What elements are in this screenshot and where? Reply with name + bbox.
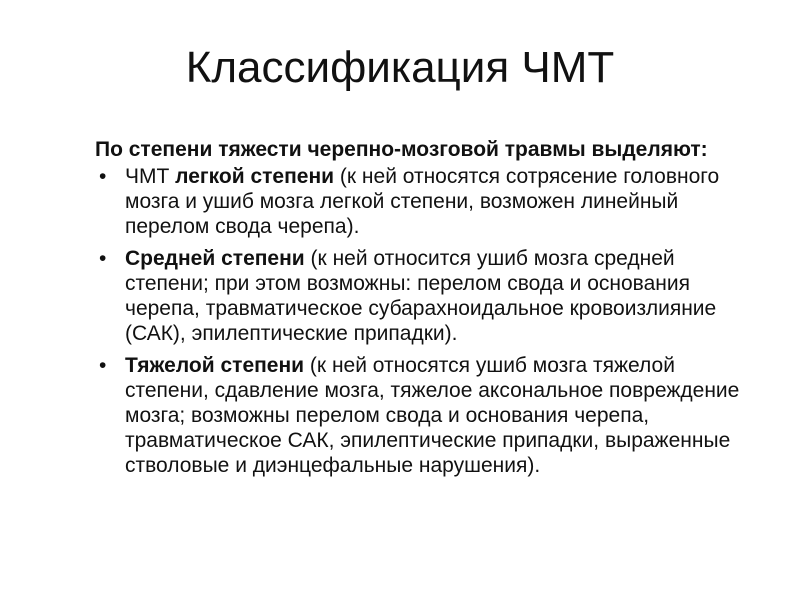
item-text: (к ней относятся сотрясение головного мозга и ушиб мозга легкой степени, возможен линейный перелом свода черепа). (125, 165, 720, 238)
slide-title: Классификация ЧМТ (185, 43, 615, 92)
bullet-icon: • (99, 354, 107, 377)
item-bold-label: легкой степени (175, 165, 335, 188)
item-text: (к ней относятся ушиб мозга тяжелой степени, сдавление мозга, тяжелое аксональное повреждение мозга; возможны перелом свода и основания черепа, травматическое САК, эпилептические припадки, выраженные стволовые и диэнцефальные нарушения). (125, 354, 740, 477)
item-bold-label: Тяжелой степени (125, 354, 305, 377)
intro-text: По степени тяжести черепно-мозговой травмы выделяют: (95, 138, 708, 161)
item-text: (к ней относится ушиб мозга средней степени; при этом возможны: перелом свода и основания черепа, травматическое субарахноидальное кровоизлияние (САК), эпилептические припадки). (125, 247, 717, 345)
bullet-icon: • (99, 247, 107, 270)
item-bold-label: Средней степени (125, 247, 305, 270)
list-item-moderate (95, 246, 745, 346)
list-item-severe (95, 353, 745, 478)
item-prefix: ЧМТ (125, 165, 176, 188)
list-item-mild (95, 164, 745, 239)
bullet-icon: • (99, 165, 107, 188)
slide-content (95, 137, 745, 485)
severity-list (95, 164, 745, 478)
